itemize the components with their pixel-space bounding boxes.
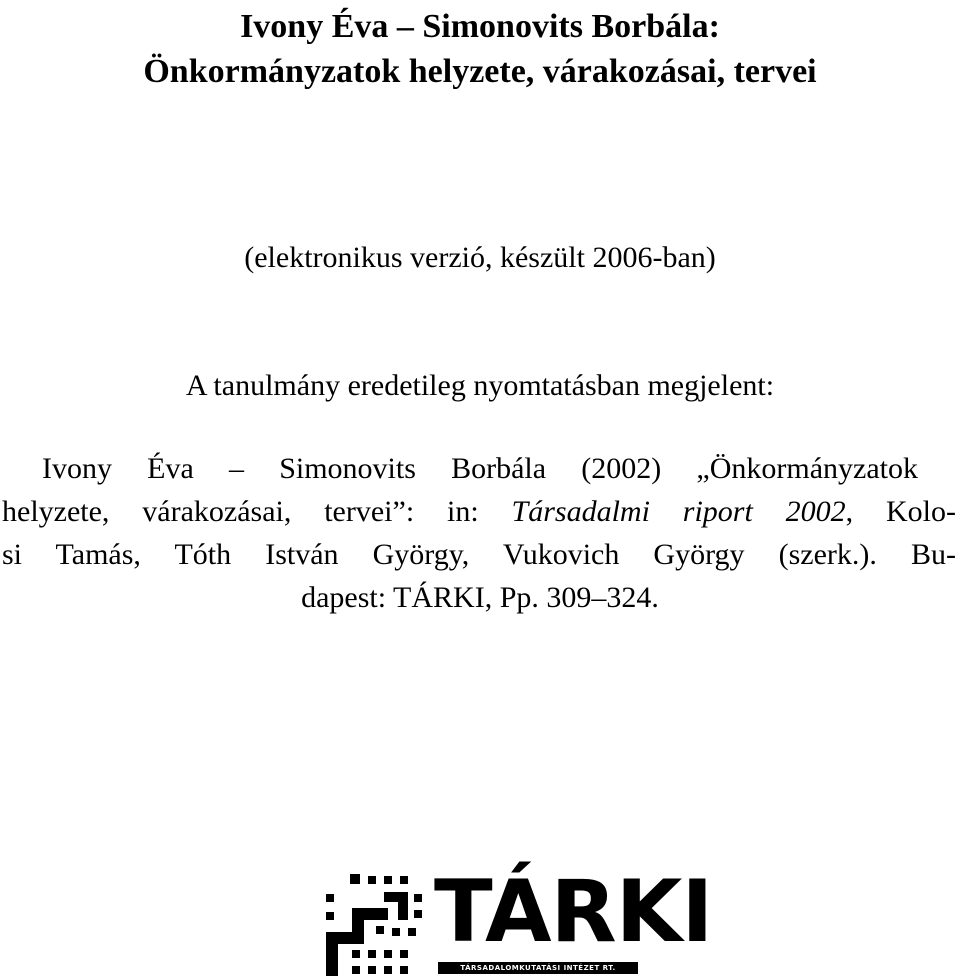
citation-line-2-start: helyzete, várakozásai, tervei”: in: (2, 495, 512, 528)
citation-line-2 (0, 490, 960, 533)
title-line-2: Önkormányzatok helyzete, várakozásai, tervei (143, 53, 817, 90)
citation-book-title: Társadalmi riport 2002 (511, 495, 846, 528)
tarki-wordmark: TÁRKI (434, 862, 713, 962)
title-line-1: Ivony Éva – Simonovits Borbála: (240, 8, 720, 45)
tarki-tagline: TÁRSADALOMKUTATÁSI INTÉZET RT. (438, 962, 638, 974)
citation-line-2-end: , Kolo- (845, 495, 957, 528)
tarki-logo-mark-icon (322, 874, 426, 978)
citation-line-3: si Tamás, Tóth István György, Vukovich György (szerk.). Bu- (2, 538, 956, 571)
publication-intro: A tanulmány eredetileg nyomtatásban megjelent: (185, 369, 775, 402)
citation-block (0, 447, 960, 619)
edition-note: (elektronikus verzió, készült 2006-ban) (244, 241, 716, 274)
citation-line-1: Ivony Éva – Simonovits Borbála (2002) „Önkormányzatok (42, 452, 918, 485)
document-title (0, 4, 960, 94)
citation-line-4: dapest: TÁRKI, Pp. 309–324. (301, 581, 659, 614)
tarki-logo (322, 862, 713, 978)
